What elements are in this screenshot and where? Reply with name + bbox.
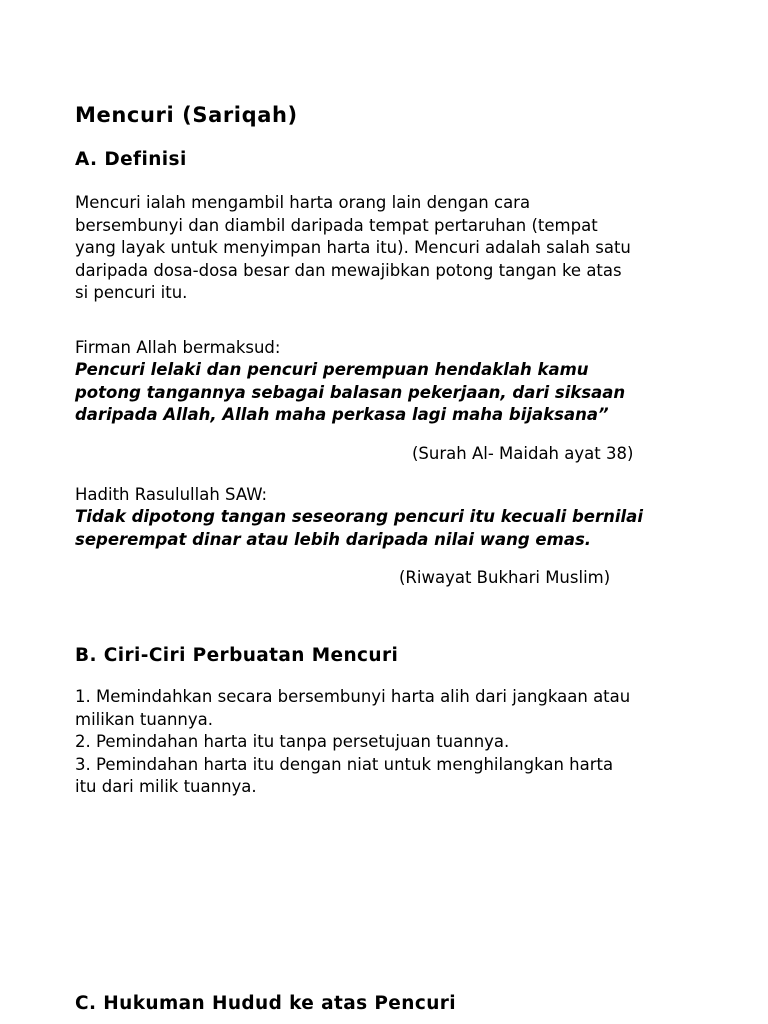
definition-line: bersembunyi dan diambil daripada tempat pertaruhan (tempat	[75, 215, 598, 235]
definition-line: yang layak untuk menyimpan harta itu). Mencuri adalah salah satu	[75, 238, 631, 257]
definition-line: Mencuri ialah mengambil harta orang lain dengan cara	[75, 193, 531, 212]
document-title: Mencuri (Sariqah)	[75, 103, 298, 127]
firman-quote-line: Pencuri lelaki dan pencuri perempuan hendaklah kamu	[75, 360, 589, 379]
list-item-line: milikan tuannya.	[75, 709, 213, 729]
definition-line: daripada dosa-dosa besar dan mewajibkan potong tangan ke atas	[75, 260, 622, 280]
hadith-source: (Riwayat Bukhari Muslim)	[399, 568, 611, 587]
hadith-intro: Hadith Rasulullah SAW:	[75, 485, 268, 504]
definition-line: si pencuri itu.	[75, 283, 188, 302]
list-item-line: itu dari milik tuannya.	[75, 777, 257, 796]
firman-source: (Surah Al- Maidah ayat 38)	[412, 444, 634, 463]
list-item-line: 3. Pemindahan harta itu dengan niat untuk menghilangkan harta	[75, 754, 614, 774]
hadith-quote-line: seperempat dinar atau lebih daripada nilai wang emas.	[75, 529, 592, 549]
hadith-quote	[75, 506, 643, 551]
section-a-heading: A. Definisi	[75, 149, 187, 170]
list-item-line: 1. Memindahkan secara bersembunyi harta alih dari jangkaan atau	[75, 687, 631, 706]
firman-quote	[75, 359, 625, 427]
characteristics-list	[75, 686, 630, 799]
firman-intro: Firman Allah bermaksud:	[75, 338, 281, 357]
firman-quote-line: potong tangannya sebagai balasan pekerjaan, dari siksaan	[75, 382, 626, 402]
hadith-quote-line: Tidak dipotong tangan seseorang pencuri itu kecuali bernilai	[75, 507, 643, 526]
list-item-line: 2. Pemindahan harta itu tanpa persetujuan tuannya.	[75, 732, 510, 751]
section-b-heading: B. Ciri-Ciri Perbuatan Mencuri	[75, 645, 399, 666]
firman-quote-line: daripada Allah, Allah maha perkasa lagi maha bijaksana”	[75, 405, 609, 424]
section-c-heading: C. Hukuman Hudud ke atas Pencuri	[75, 993, 457, 1014]
definition-paragraph	[75, 192, 631, 305]
